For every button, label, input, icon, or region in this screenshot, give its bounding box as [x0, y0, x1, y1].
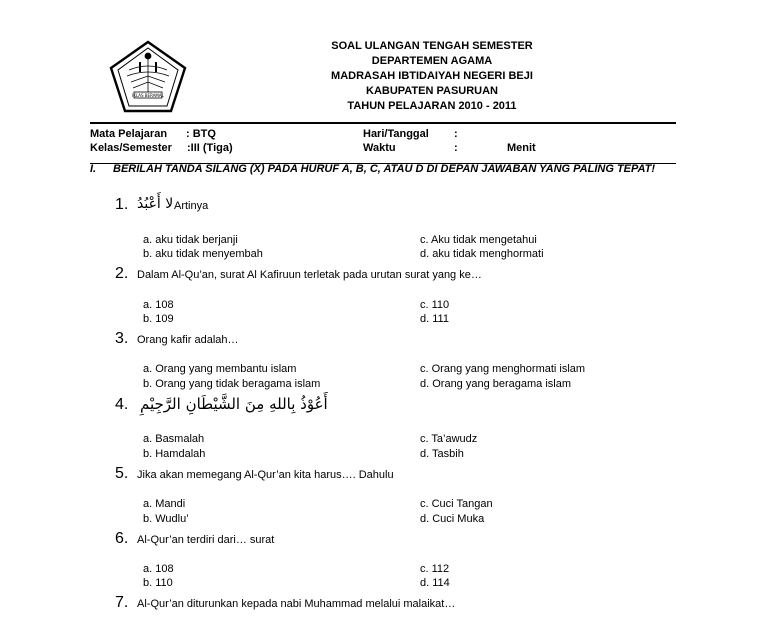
question-number: 4. — [115, 396, 129, 413]
option-d: d. Tasbih — [420, 448, 464, 460]
question-number: 5. — [115, 465, 129, 482]
question-number: 7. — [115, 594, 129, 611]
option-d: d. 111 — [420, 313, 449, 325]
waktu-sep: : — [454, 142, 458, 154]
option-c: c. 112 — [420, 563, 450, 575]
school-logo — [109, 40, 187, 114]
option-a: a. 108 — [143, 299, 174, 311]
option-c: c. 110 — [420, 299, 450, 311]
question-number: 6. — [115, 530, 129, 547]
option-b: b. 109 — [143, 313, 174, 325]
svg-text:IKLAS BERAMAL: IKLAS BERAMAL — [132, 93, 164, 98]
option-b: b. aku tidak menyembah — [143, 248, 263, 260]
question-text: Al-Qur’an terdiri dari… surat — [137, 534, 275, 546]
mapel-value: : BTQ — [186, 128, 216, 140]
menit-label: Menit — [507, 142, 536, 154]
question-number: 1. — [115, 196, 129, 213]
waktu-label: Waktu — [363, 142, 396, 154]
header-line-1: SOAL ULANGAN TENGAH SEMESTER — [331, 40, 533, 52]
option-c: c. Ta’awudz — [420, 433, 478, 445]
question-text: Jika akan memegang Al-Qur’an kita harus…. Dahulu — [137, 469, 394, 481]
question-number: 3. — [115, 330, 129, 347]
question-number: 2. — [115, 265, 129, 282]
question-arabic: لا أَعْبُدُ — [137, 196, 174, 212]
hari-sep: : — [454, 128, 458, 140]
option-b: b. Hamdalah — [143, 448, 206, 460]
option-d: d. 114 — [420, 577, 450, 589]
instruction-text: BERILAH TANDA SILANG (X) PADA HURUF A, B, C, ATAU D DI DEPAN JAWABAN YANG PALING TEPAT! — [113, 163, 656, 175]
option-d: d. Orang yang beragama islam — [420, 378, 572, 390]
option-c: c. Orang yang menghormati islam — [420, 363, 586, 375]
header-line-3: MADRASAH IBTIDAIYAH NEGERI BEJI — [331, 70, 533, 82]
kelas-label: Kelas/Semester — [90, 142, 172, 154]
option-a: a. Orang yang membantu islam — [143, 363, 297, 375]
question-text: Orang kafir adalah… — [137, 334, 239, 346]
option-a: a. aku tidak berjanji — [143, 234, 238, 246]
hari-label: Hari/Tanggal — [363, 128, 429, 140]
header-line-4: KABUPATEN PASURUAN — [366, 85, 498, 97]
question-text: Artinya — [174, 200, 209, 212]
option-d: d. Cuci Muka — [420, 513, 485, 525]
question-arabic: أَعُوْذُ بِاللهِ مِنَ الشَّيْطَانِ الرَّجِيْمِ — [140, 395, 328, 413]
question-text: Dalam Al-Qu’an, surat Al Kafiruun terletak pada urutan surat yang ke… — [137, 269, 482, 281]
mapel-label: Mata Pelajaran — [90, 128, 168, 140]
header-line-5: TAHUN PELAJARAN 2010 - 2011 — [347, 100, 517, 112]
header-divider — [90, 122, 676, 124]
option-c: c. Aku tidak mengetahui — [420, 234, 537, 246]
option-b: b. 110 — [143, 577, 173, 589]
option-a: a. 108 — [143, 563, 174, 575]
question-text: Al-Qur’an diturunkan kepada nabi Muhammad melalui malaikat… — [137, 598, 456, 610]
kelas-value: :III (Tiga) — [187, 142, 233, 154]
option-d: d. aku tidak menghormati — [420, 248, 544, 260]
option-c: c. Cuci Tangan — [420, 498, 493, 510]
option-a: a. Basmalah — [143, 433, 205, 445]
option-b: b. Orang yang tidak beragama islam — [143, 378, 321, 390]
option-a: a. Mandi — [143, 498, 186, 510]
header-line-2: DEPARTEMEN AGAMA — [371, 55, 493, 67]
option-b: b. Wudlu’ — [143, 513, 189, 525]
instruction-number: I. — [90, 163, 97, 175]
